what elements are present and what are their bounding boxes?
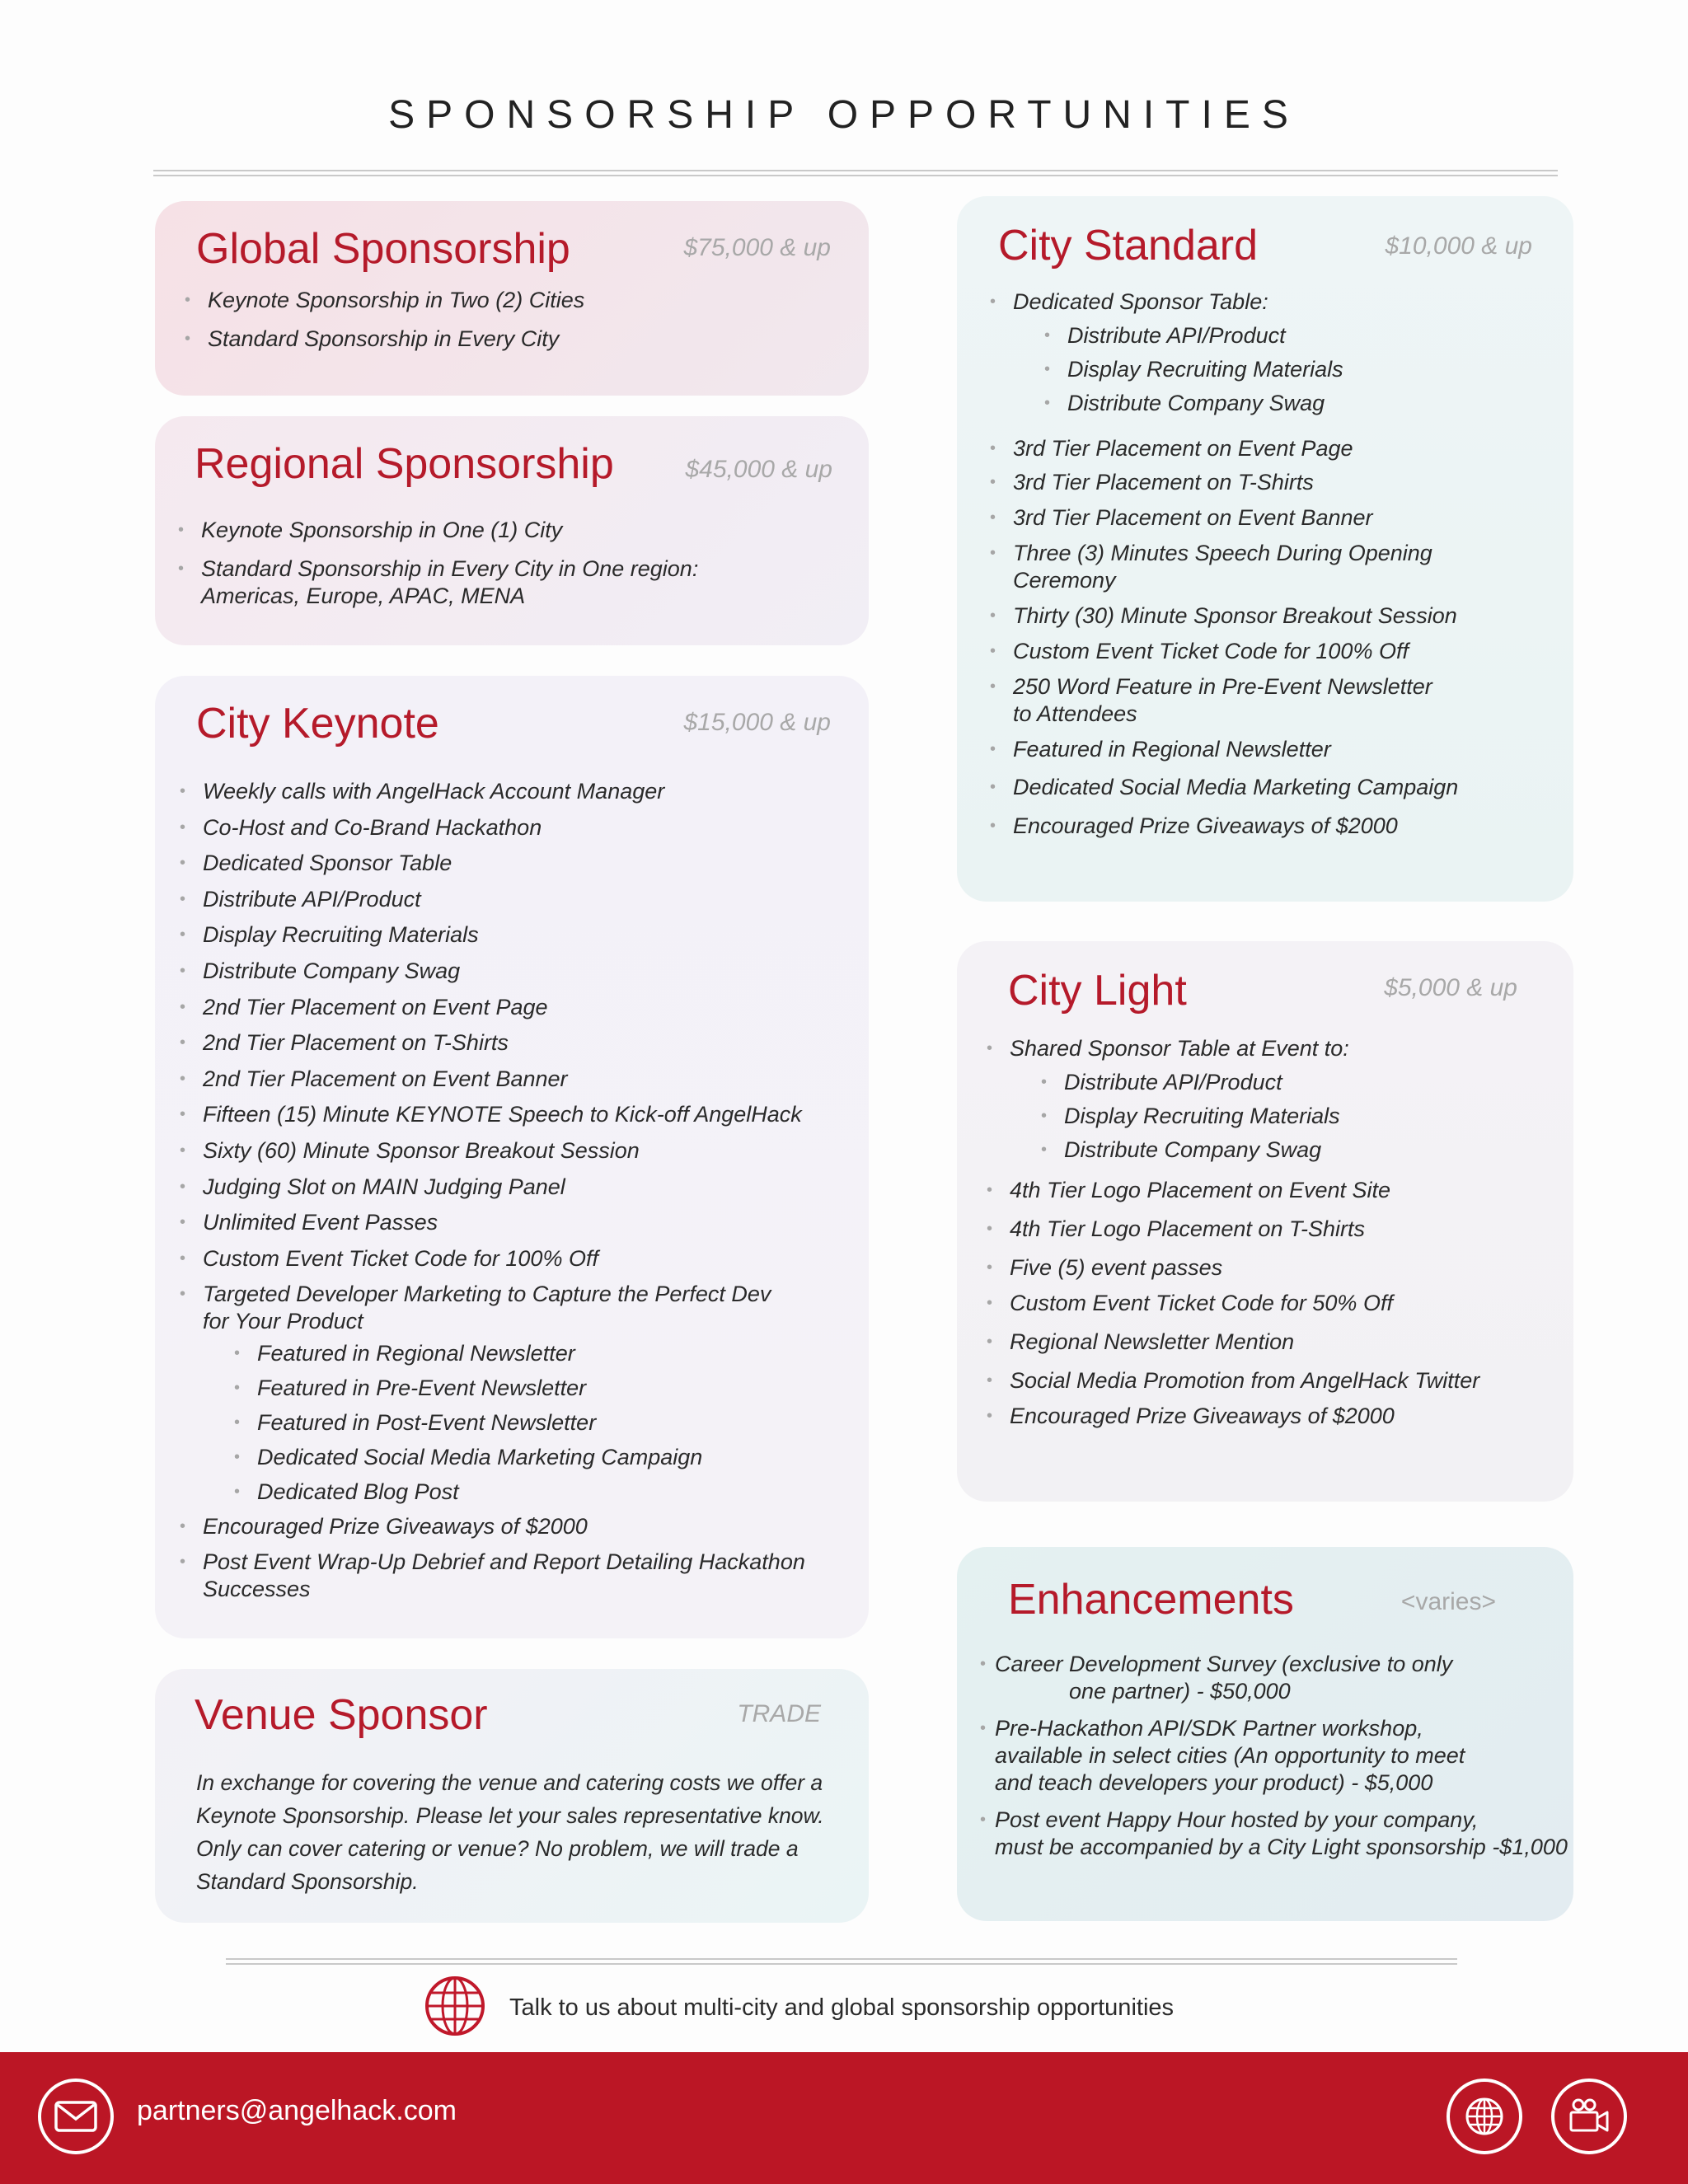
list-item: • Thirty (30) Minute Sponsor Breakout Session	[990, 602, 1458, 630]
mail-icon[interactable]	[38, 2079, 114, 2154]
bottom-divider	[226, 1958, 1457, 1965]
globe-icon[interactable]	[1447, 2079, 1522, 2154]
card-title: Venue Sponsor	[195, 1691, 488, 1739]
card-price: $5,000 & up	[1384, 974, 1517, 1001]
list-item: • Featured in Regional Newsletter	[990, 736, 1458, 763]
list-item: • 4th Tier Logo Placement on T-Shirts	[987, 1216, 1479, 1243]
regional-sponsorship-card	[155, 416, 869, 645]
globe-icon	[424, 1975, 486, 2041]
sub-list-item: • Distribute Company Swag	[1041, 1137, 1479, 1164]
list-item: • Standard Sponsorship in Every City	[185, 326, 584, 353]
list-item: • Distribute API/Product	[180, 886, 805, 913]
sub-list-item: • Distribute Company Swag	[1044, 390, 1458, 417]
list-item: • Fifteen (15) Minute KEYNOTE Speech to Kick-off AngelHack	[180, 1101, 805, 1128]
list-item: • Social Media Promotion from AngelHack Twitter	[987, 1367, 1479, 1394]
sub-list-item: • Display Recruiting Materials	[1041, 1103, 1479, 1130]
list-item: • 4th Tier Logo Placement on Event Site	[987, 1177, 1479, 1204]
list-item: • Three (3) Minutes Speech During Opening Ceremony	[990, 540, 1458, 594]
card-price: $75,000 & up	[683, 234, 831, 261]
list-item: • Weekly calls with AngelHack Account Manager	[180, 778, 805, 805]
list-item: • Encouraged Prize Giveaways of $2000	[180, 1513, 805, 1540]
city-keynote-card	[155, 676, 869, 1638]
list-item: • Custom Event Ticket Code for 100% Off	[990, 638, 1458, 665]
list-item: • Regional Newsletter Mention	[987, 1329, 1479, 1356]
list-item: • Five (5) event passes	[987, 1254, 1479, 1282]
list-item: • Unlimited Event Passes	[180, 1209, 805, 1236]
list-item: • Display Recruiting Materials	[180, 921, 805, 949]
list-item: • Dedicated Sponsor Table:	[990, 288, 1458, 316]
card-title: Global Sponsorship	[196, 225, 570, 273]
list-item: • Judging Slot on MAIN Judging Panel	[180, 1174, 805, 1201]
sub-list-item: • Featured in Post-Event Newsletter	[234, 1409, 805, 1436]
list-item: • Custom Event Ticket Code for 50% Off	[987, 1290, 1479, 1317]
list-item: • 3rd Tier Placement on Event Page	[990, 435, 1458, 462]
list-item: • 2nd Tier Placement on T-Shirts	[180, 1029, 805, 1057]
list-item: • Dedicated Sponsor Table	[180, 850, 805, 877]
venue-description: In exchange for covering the venue and catering costs we offer a Keynote Sponsorship. Please let your sales representative know. Only can cover catering or venue? No problem, we will trade a Standard Sponsorship.	[196, 1770, 824, 1894]
list-item: • 2nd Tier Placement on Event Banner	[180, 1066, 805, 1093]
sub-list-item: • Display Recruiting Materials	[1044, 356, 1458, 383]
card-title: City Keynote	[196, 700, 439, 748]
card-price: TRADE	[737, 1700, 821, 1727]
list-item: • Post event Happy Hour hosted by your company, must be accompanied by a City Light sponsorship -$1,000	[980, 1807, 1568, 1861]
sub-list-item: • Distribute API/Product	[1041, 1069, 1479, 1096]
sub-list-item: • Featured in Regional Newsletter	[234, 1340, 805, 1367]
list-item: • Post Event Wrap-Up Debrief and Report Detailing Hackathon Successes	[180, 1549, 805, 1603]
card-price: $15,000 & up	[683, 709, 831, 736]
list-item: • Pre-Hackathon API/SDK Partner workshop, available in select cities (An opportunity to meet and teach developers your product) - $5,000	[980, 1715, 1568, 1797]
card-title: City Light	[1008, 967, 1187, 1015]
list-item: • Targeted Developer Marketing to Capture the Perfect Dev for Your Product	[180, 1281, 805, 1335]
top-divider	[153, 170, 1558, 176]
list-item: • Custom Event Ticket Code for 100% Off	[180, 1245, 805, 1272]
list-item: • 3rd Tier Placement on T-Shirts	[990, 469, 1458, 496]
global-sponsorship-card	[155, 201, 869, 396]
card-price: $45,000 & up	[685, 456, 832, 483]
sub-list-item: • Dedicated Social Media Marketing Campaign	[234, 1444, 805, 1471]
venue-sponsor-card	[155, 1669, 869, 1923]
contact-callout	[424, 1976, 1174, 2039]
card-title: Enhancements	[1008, 1576, 1294, 1624]
list-item: • Encouraged Prize Giveaways of $2000	[987, 1403, 1479, 1430]
email-link[interactable]: partners@angelhack.com	[137, 2095, 457, 2126]
page-title: SPONSORSHIP OPPORTUNITIES	[388, 93, 1300, 137]
list-item: • Keynote Sponsorship in One (1) City	[178, 517, 698, 544]
card-price: $10,000 & up	[1385, 232, 1532, 260]
card-title: Regional Sponsorship	[195, 440, 614, 488]
list-item: • Encouraged Prize Giveaways of $2000	[990, 813, 1458, 840]
footer-bar	[0, 2052, 1688, 2184]
list-item: • 2nd Tier Placement on Event Page	[180, 994, 805, 1021]
list-item: • 3rd Tier Placement on Event Banner	[990, 504, 1458, 532]
list-item: • Sixty (60) Minute Sponsor Breakout Session	[180, 1137, 805, 1165]
contact-callout-text: Talk to us about multi-city and global sponsorship opportunities	[509, 1994, 1175, 2021]
list-item: • Shared Sponsor Table at Event to:	[987, 1035, 1479, 1062]
list-item: • Standard Sponsorship in Every City in One region: Americas, Europe, APAC, MENA	[178, 555, 698, 610]
sub-list-item: • Featured in Pre-Event Newsletter	[234, 1375, 805, 1402]
enhancements-card	[957, 1547, 1573, 1921]
card-price: <varies>	[1400, 1588, 1496, 1615]
list-item: • Dedicated Social Media Marketing Campaign	[990, 774, 1458, 801]
list-item: • Career Development Survey (exclusive to only one partner) - $50,000	[980, 1651, 1568, 1705]
video-camera-icon[interactable]	[1551, 2079, 1627, 2154]
list-item: • Distribute Company Swag	[180, 958, 805, 985]
city-light-card	[957, 941, 1573, 1502]
card-title: City Standard	[998, 222, 1259, 269]
sub-list-item: • Dedicated Blog Post	[234, 1479, 805, 1506]
list-item: • Keynote Sponsorship in Two (2) Cities	[185, 287, 584, 314]
list-item: • 250 Word Feature in Pre-Event Newsletter to Attendees	[990, 673, 1458, 728]
city-standard-card	[957, 196, 1573, 902]
list-item: • Co-Host and Co-Brand Hackathon	[180, 814, 805, 841]
sub-list-item: • Distribute API/Product	[1044, 322, 1458, 349]
